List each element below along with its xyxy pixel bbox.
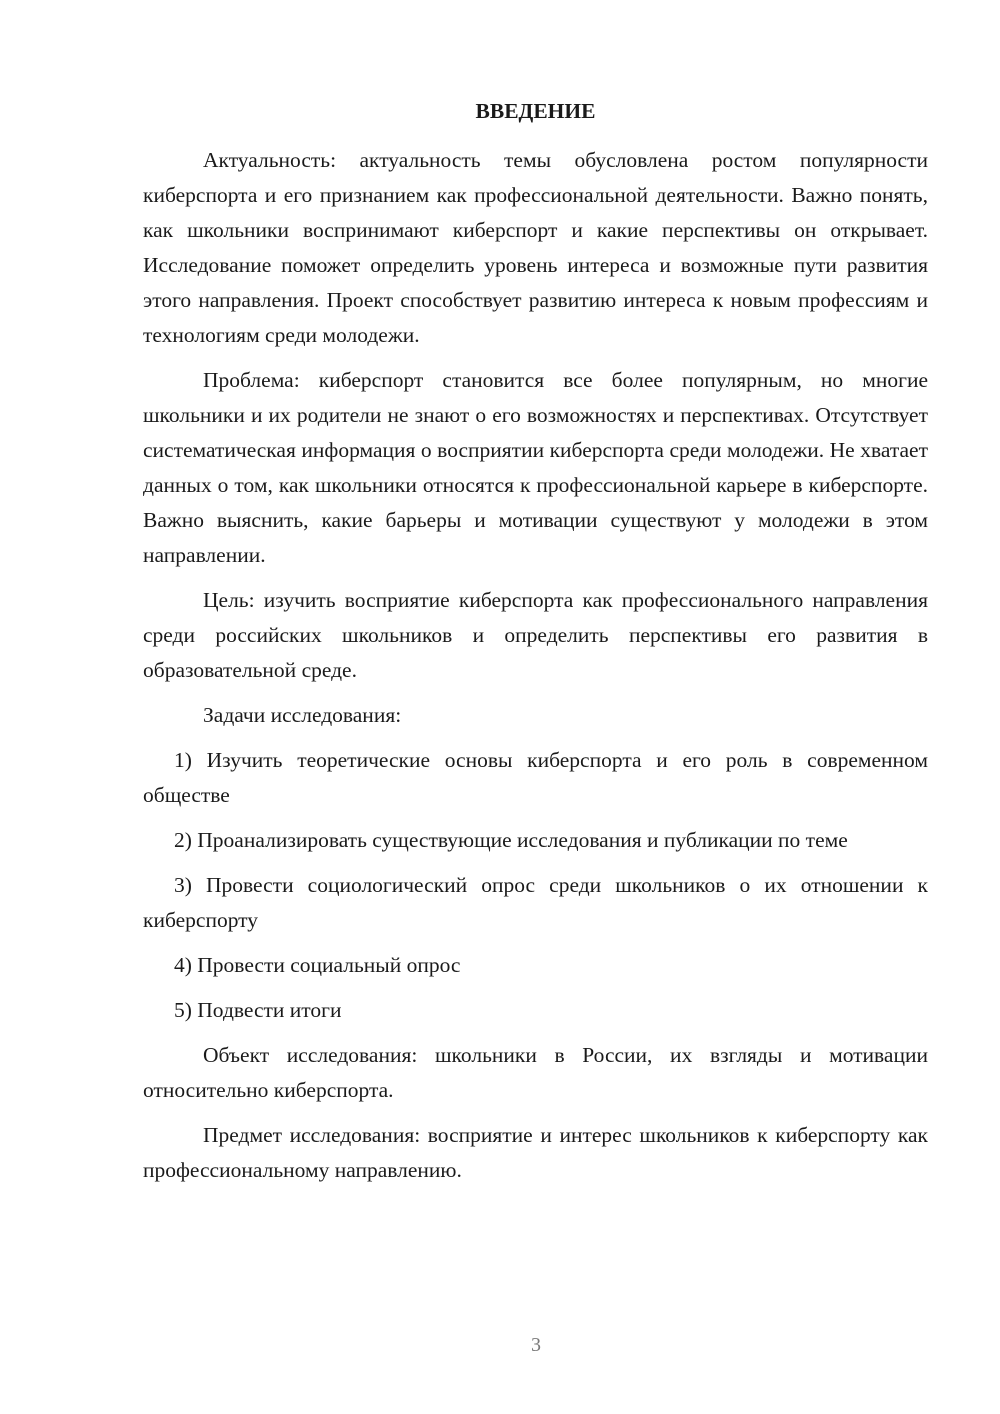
- relevance-paragraph: Актуальность: актуальность темы обусловлена ростом популярности киберспорта и его признанием как профессиональной деятельности. Важно понять, как школьники воспринимают киберспорт и какие перспективы он открывает. Исследование поможет определить уровень интереса и возможные пути развития этого направления. Проект способствует развитию интереса к новым профессиям и технологиям среди молодежи.: [143, 148, 928, 347]
- task-item: 1) Изучить теоретические основы киберспорта и его роль в современном обществе: [143, 748, 928, 807]
- task-item: 3) Провести социологический опрос среди школьников о их отношении к киберспорту: [143, 873, 928, 932]
- page-content: [143, 96, 928, 1198]
- task-item: 2) Проанализировать существующие исследования и публикации по теме: [174, 828, 848, 852]
- task-item: 5) Подвести итоги: [174, 998, 342, 1022]
- object-paragraph: Объект исследования: школьники в России, их взгляды и мотивации относительно киберспорта.: [143, 1043, 928, 1102]
- section-title: ВВЕДЕНИЕ: [475, 99, 596, 123]
- subject-paragraph: Предмет исследования: восприятие и интерес школьников к киберспорту как профессиональному направлению.: [143, 1123, 928, 1182]
- task-item: 4) Провести социальный опрос: [174, 953, 461, 977]
- tasks-heading: Задачи исследования:: [203, 703, 402, 727]
- page-number-value: 3: [531, 1334, 541, 1356]
- goal-paragraph: Цель: изучить восприятие киберспорта как профессионального направления среди российских школьников и определить перспективы его развития в образовательной среде.: [143, 588, 928, 682]
- problem-paragraph: Проблема: киберспорт становится все более популярным, но многие школьники и их родители не знают о его возможностях и перспективах. Отсутствует систематическая информация о восприятии киберспорта среди молодежи. Не хватает данных о том, как школьники относятся к профессиональной карьере в киберспорте. Важно выяснить, какие барьеры и мотивации существуют у молодежи в этом направлении.: [143, 368, 928, 567]
- page-number: [0, 1334, 1000, 1357]
